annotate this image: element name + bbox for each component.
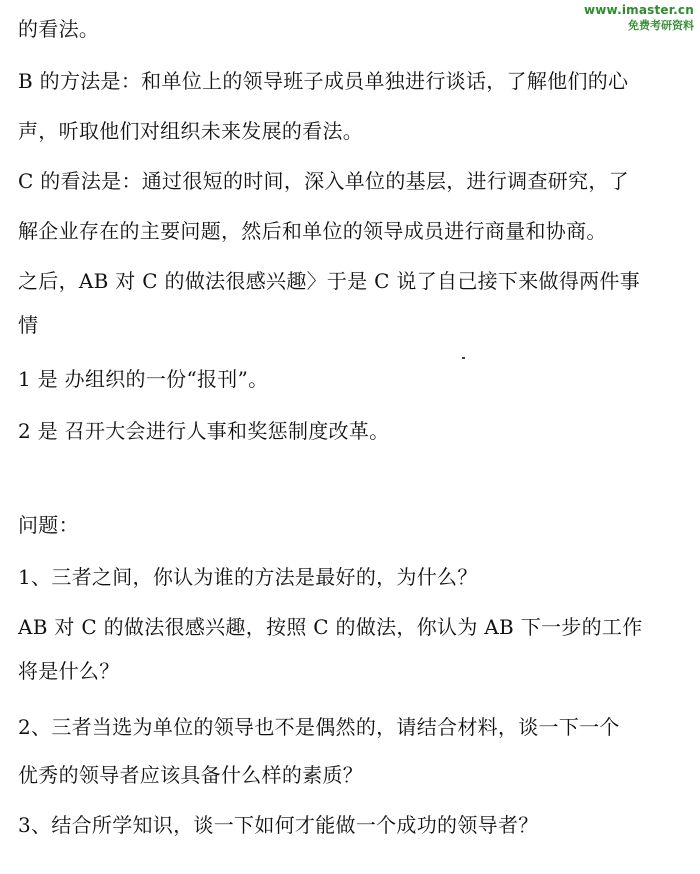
text-line: B 的方法是：和单位上的领导班子成员单独进行谈话，了解他们的心 (18, 69, 629, 93)
scan-speck (462, 357, 465, 359)
text-line: 声，听取他们对组织未来发展的看法。 (18, 119, 364, 143)
question-line: 2、三者当选为单位的领导也不是偶然的，请结合材料，谈一下一个 (18, 715, 620, 739)
question-line: 优秀的领导者应该具备什么样的素质？ (18, 763, 364, 787)
text-line: 1 是 办组织的一份“报刊”。 (18, 367, 269, 391)
text-line: C 的看法是：通过很短的时间，深入单位的基层，进行调查研究，了 (18, 169, 629, 193)
watermark (584, 2, 694, 34)
text-line: 的看法。 (18, 17, 100, 41)
question-line: 1、三者之间，你认为谁的方法是最好的，为什么？ (18, 565, 478, 589)
question-line: 将是什么？ (18, 659, 120, 683)
section-heading: 问题： (18, 513, 79, 537)
watermark-url: www.imaster.cn (583, 3, 694, 17)
text-line: 情 (18, 313, 39, 337)
question-line: AB 对 C 的做法很感兴趣，按照 C 的做法，你认为 AB 下一步的工作 (18, 615, 643, 639)
text-line: 之后，AB 对 C 的做法很感兴趣〉于是 C 说了自己接下来做得两件事 (18, 269, 641, 293)
question-line: 3、结合所学知识，谈一下如何才能做一个成功的领导者？ (18, 813, 539, 837)
text-line: 2 是 召开大会进行人事和奖惩制度改革。 (18, 419, 390, 443)
watermark-subtitle: 免费考研资料 (628, 19, 694, 32)
text-line: 解企业存在的主要问题，然后和单位的领导成员进行商量和协商。 (18, 219, 607, 243)
